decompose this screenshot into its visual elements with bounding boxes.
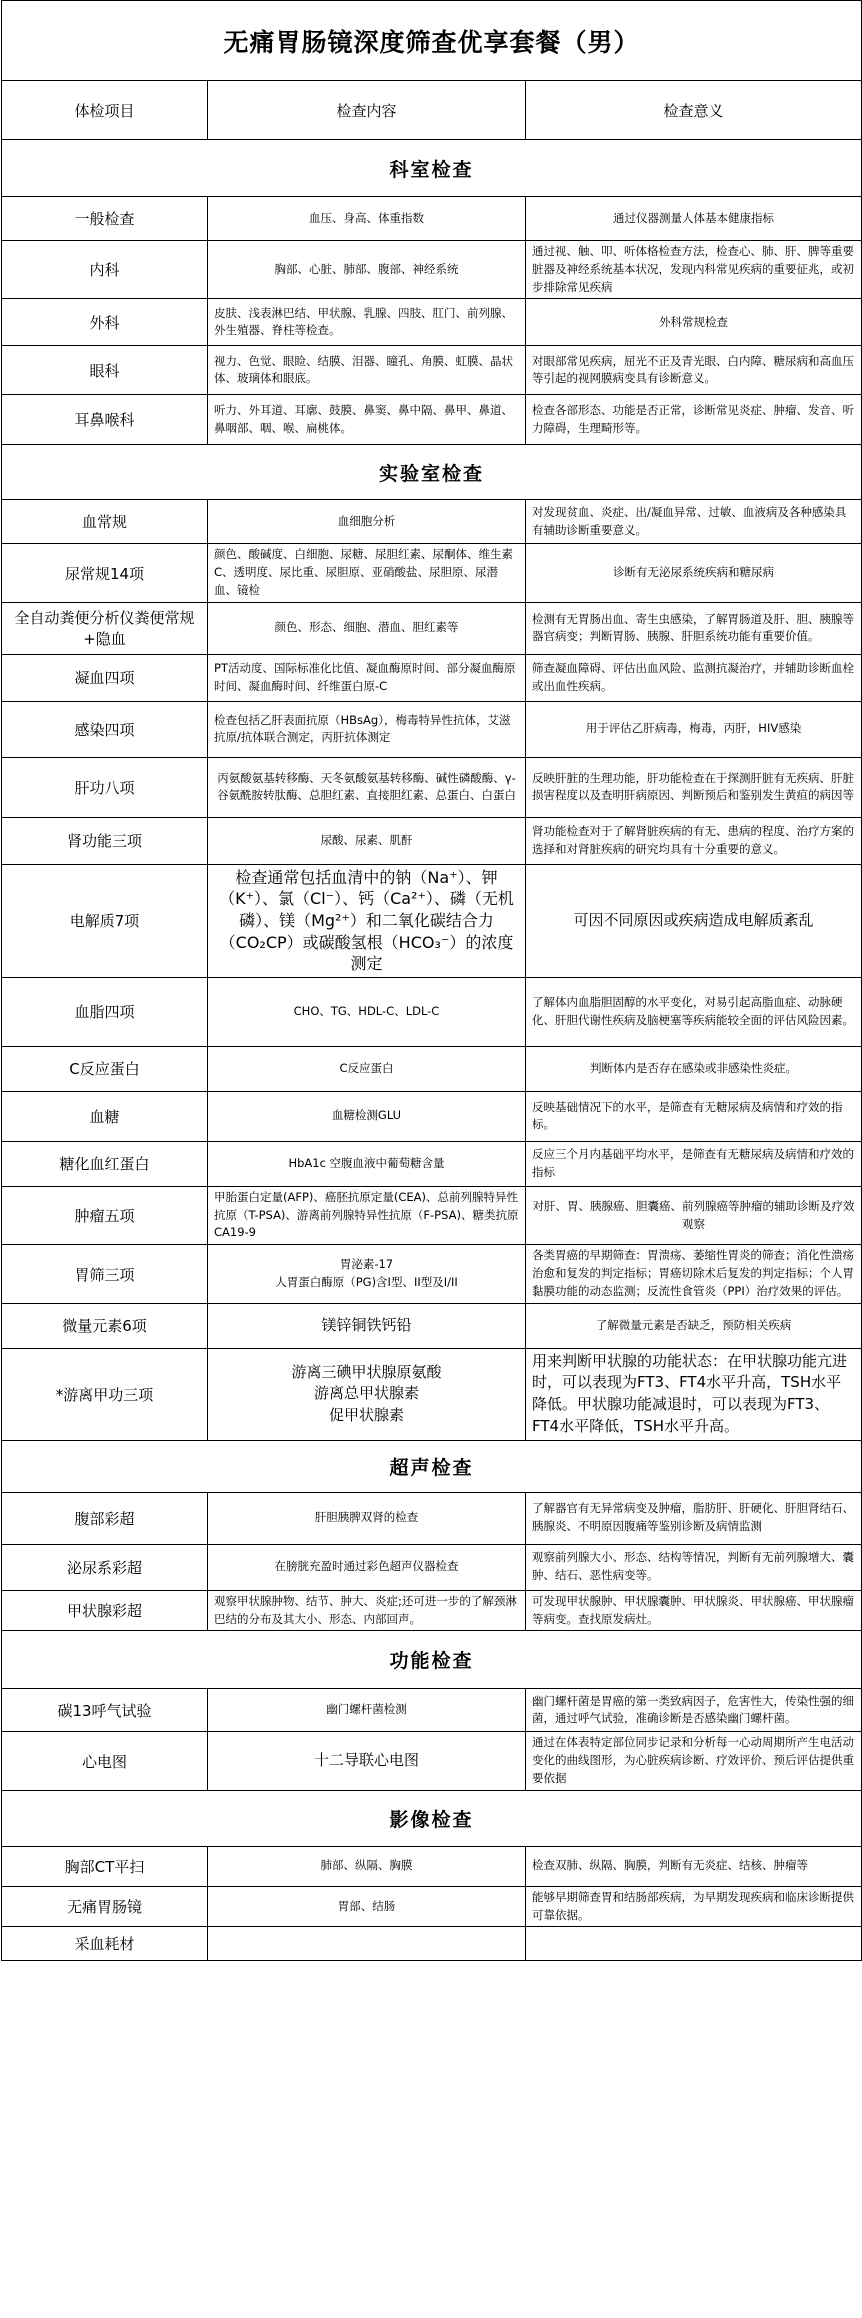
section-header-row bbox=[2, 140, 862, 197]
exam-meaning: 了解微量元素是否缺乏，预防相关疾病 bbox=[526, 1303, 862, 1348]
exam-meaning: 检测有无胃肠出血、寄生虫感染，了解胃肠道及肝、胆、胰腺等器官病变；判断胃肠、胰腺、肝胆系统功能有重要价值。 bbox=[526, 602, 862, 654]
exam-meaning: 反应三个月内基础平均水平，是筛查有无糖尿病及病情和疗效的指标 bbox=[526, 1141, 862, 1186]
exam-item: 电解质7项 bbox=[2, 864, 208, 977]
exam-item: 凝血四项 bbox=[2, 654, 208, 701]
exam-item: 采血耗材 bbox=[2, 1927, 208, 1961]
exam-meaning: 反映肝脏的生理功能，肝功能检查在于探测肝脏有无疾病、肝脏损害程度以及查明肝病原因、判断预后和鉴别发生黄疸的病因等 bbox=[526, 757, 862, 817]
exam-content: 在膀胱充盈时通过彩色超声仪器检查 bbox=[208, 1544, 526, 1590]
exam-item: 肝功八项 bbox=[2, 757, 208, 817]
table-row bbox=[2, 544, 862, 602]
exam-meaning: 筛查凝血障碍、评估出血风险、监测抗凝治疗，并辅助诊断血栓或出血性疾病。 bbox=[526, 654, 862, 701]
exam-content: CHO、TG、HDL-C、LDL-C bbox=[208, 977, 526, 1046]
exam-item: 微量元素6项 bbox=[2, 1303, 208, 1348]
exam-meaning: 能够早期筛查胃和结肠部疾病，为早期发现疾病和临床诊断提供可靠依据。 bbox=[526, 1886, 862, 1927]
exam-item: 眼科 bbox=[2, 346, 208, 395]
exam-content: 肺部、纵隔、胸膜 bbox=[208, 1846, 526, 1886]
exam-meaning: 了解器官有无异常病变及肿瘤，脂肪肝、肝硬化、肝胆肾结石、胰腺炎、不明原因腹痛等鉴别诊断及病情监测 bbox=[526, 1492, 862, 1544]
section-title: 实验室检查 bbox=[2, 445, 862, 500]
exam-meaning: 通过视、触、叩、听体格检查方法，检查心、肺、肝、脾等重要脏器及神经系统基本状况，发现内科常见疾病的重要征兆，或初步排除常见疾病 bbox=[526, 241, 862, 299]
exam-meaning: 各类胃癌的早期筛查：胃溃疡、萎缩性胃炎的筛查；消化性溃疡治愈和复发的判定指标；胃癌切除术后复发的判定指标；个人胃黏膜功能的动态监测；反流性食管炎（PPI）治疗效果的评估。 bbox=[526, 1245, 862, 1303]
exam-meaning: 对肝、胃、胰腺癌、胆囊癌、前列腺癌等肿瘤的辅助诊断及疗效观察 bbox=[526, 1186, 862, 1244]
exam-content: 游离三碘甲状腺原氨酸 游离总甲状腺素 促甲状腺素 bbox=[208, 1348, 526, 1440]
table-row bbox=[2, 1886, 862, 1927]
exam-meaning: 肾功能检查对于了解肾脏疾病的有无、患病的程度、治疗方案的选择和对肾脏疾病的研究均具有十分重要的意义。 bbox=[526, 817, 862, 864]
table-row bbox=[2, 1046, 862, 1091]
table-row bbox=[2, 346, 862, 395]
table-row bbox=[2, 1091, 862, 1141]
exam-item: 尿常规14项 bbox=[2, 544, 208, 602]
checkup-package-sheet bbox=[1, 0, 861, 1961]
table-row bbox=[2, 701, 862, 757]
table-row bbox=[2, 1927, 862, 1961]
table-row bbox=[2, 1590, 862, 1631]
exam-content-line: 人胃蛋白酶原（PG)含I型、II型及I/II bbox=[275, 1275, 458, 1289]
table-row bbox=[2, 977, 862, 1046]
exam-item: 肾功能三项 bbox=[2, 817, 208, 864]
exam-content: C反应蛋白 bbox=[208, 1046, 526, 1091]
exam-content: 镁锌铜铁钙铅 bbox=[208, 1303, 526, 1348]
exam-item: 无痛胃肠镜 bbox=[2, 1886, 208, 1927]
table-row bbox=[2, 654, 862, 701]
exam-content: 血糖检测GLU bbox=[208, 1091, 526, 1141]
exam-content: 皮肤、浅表淋巴结、甲状腺、乳腺、四肢、肛门、前列腺、外生殖器、脊柱等检查。 bbox=[208, 299, 526, 346]
section-header-row bbox=[2, 1631, 862, 1689]
exam-meaning: 对眼部常见疾病，屈光不正及青光眼、白内障、糖尿病和高血压等引起的视网膜病变具有诊断意义。 bbox=[526, 346, 862, 395]
exam-content: 颜色、形态、细胞、潜血、胆红素等 bbox=[208, 602, 526, 654]
exam-meaning: 反映基础情况下的水平，是筛查有无糖尿病及病情和疗效的指标。 bbox=[526, 1091, 862, 1141]
exam-content: HbA1c 空腹血液中葡萄糖含量 bbox=[208, 1141, 526, 1186]
exam-content bbox=[208, 1927, 526, 1961]
exam-content: 肝胆胰脾双肾的检查 bbox=[208, 1492, 526, 1544]
column-header-content: 检查内容 bbox=[208, 81, 526, 140]
section-header-row bbox=[2, 445, 862, 500]
exam-content-line: 胃泌素-17 bbox=[339, 1257, 394, 1272]
table-row bbox=[2, 197, 862, 241]
exam-meaning: 可发现甲状腺肿、甲状腺囊肿、甲状腺炎、甲状腺癌、甲状腺瘤等病变。查找原发病灶。 bbox=[526, 1590, 862, 1631]
exam-meaning: 通过仪器测量人体基本健康指标 bbox=[526, 197, 862, 241]
exam-meaning: 用于评估乙肝病毒，梅毒，丙肝，HIV感染 bbox=[526, 701, 862, 757]
table-row bbox=[2, 1544, 862, 1590]
exam-content: 视力、色觉、眼睑、结膜、泪器、瞳孔、角膜、虹膜、晶状体、玻璃体和眼底。 bbox=[208, 346, 526, 395]
package-table bbox=[1, 0, 862, 1961]
page-title: 无痛胃肠镜深度筛查优享套餐（男） bbox=[2, 1, 862, 81]
exam-item: 胸部CT平扫 bbox=[2, 1846, 208, 1886]
exam-item: *游离甲功三项 bbox=[2, 1348, 208, 1440]
exam-item: 外科 bbox=[2, 299, 208, 346]
exam-content: 检查包括乙肝表面抗原（HBsAg），梅毒特异性抗体，艾滋抗原/抗体联合测定，丙肝抗体测定 bbox=[208, 701, 526, 757]
table-row bbox=[2, 1492, 862, 1544]
exam-item: 血糖 bbox=[2, 1091, 208, 1141]
exam-content: 胸部、心脏、肺部、腹部、神经系统 bbox=[208, 241, 526, 299]
exam-item: 甲状腺彩超 bbox=[2, 1590, 208, 1631]
exam-item: 内科 bbox=[2, 241, 208, 299]
section-header-row bbox=[2, 1790, 862, 1846]
exam-meaning: 幽门螺杆菌是胃癌的第一类致病因子，危害性大，传染性强的细菌，通过呼气试验，准确诊断是否感染幽门螺杆菌。 bbox=[526, 1689, 862, 1732]
exam-item: 泌尿系彩超 bbox=[2, 1544, 208, 1590]
table-row bbox=[2, 1689, 862, 1732]
exam-content: 尿酸、尿素、肌酐 bbox=[208, 817, 526, 864]
table-row bbox=[2, 817, 862, 864]
exam-meaning bbox=[526, 1927, 862, 1961]
table-row bbox=[2, 241, 862, 299]
exam-item: 肿瘤五项 bbox=[2, 1186, 208, 1244]
exam-content: 十二导联心电图 bbox=[208, 1732, 526, 1790]
exam-meaning: 对发现贫血、炎症、出/凝血异常、过敏、血液病及各种感染具有辅助诊断重要意义。 bbox=[526, 500, 862, 544]
section-title: 影像检查 bbox=[2, 1790, 862, 1846]
exam-content: PT活动度、国际标准化比值、凝血酶原时间、部分凝血酶原时间、凝血酶时间、纤维蛋白原-C bbox=[208, 654, 526, 701]
table-row bbox=[2, 864, 862, 977]
table-row bbox=[2, 1303, 862, 1348]
exam-meaning: 外科常规检查 bbox=[526, 299, 862, 346]
table-row bbox=[2, 1846, 862, 1886]
exam-content: 颜色、酸碱度、白细胞、尿糖、尿胆红素、尿酮体、维生素C、透明度、尿比重、尿胆原、亚硝酸盐、尿胆原、尿潜血、镜检 bbox=[208, 544, 526, 602]
exam-meaning: 判断体内是否存在感染或非感染性炎症。 bbox=[526, 1046, 862, 1091]
exam-item: 碳13呼气试验 bbox=[2, 1689, 208, 1732]
exam-meaning: 可因不同原因或疾病造成电解质紊乱 bbox=[526, 864, 862, 977]
table-row bbox=[2, 757, 862, 817]
section-header-row bbox=[2, 1440, 862, 1492]
exam-item: 血常规 bbox=[2, 500, 208, 544]
exam-meaning: 诊断有无泌尿系统疾病和糖尿病 bbox=[526, 544, 862, 602]
exam-item: 血脂四项 bbox=[2, 977, 208, 1046]
exam-item: 胃筛三项 bbox=[2, 1245, 208, 1303]
exam-content: 胃部、结肠 bbox=[208, 1886, 526, 1927]
exam-item: 耳鼻喉科 bbox=[2, 395, 208, 445]
exam-item: 感染四项 bbox=[2, 701, 208, 757]
title-row bbox=[2, 1, 862, 81]
exam-content: 血压、身高、体重指数 bbox=[208, 197, 526, 241]
table-row bbox=[2, 299, 862, 346]
table-row bbox=[2, 1348, 862, 1440]
exam-content: 检查通常包括血清中的钠（Na⁺）、钾（K⁺）、氯（Cl⁻）、钙（Ca²⁺）、磷（无机磷）、镁（Mg²⁺）和二氧化碳结合力（CO₂CP）或碳酸氢根（HCO₃⁻）的浓度测定 bbox=[208, 864, 526, 977]
exam-meaning: 用来判断甲状腺的功能状态：在甲状腺功能亢进时，可以表现为FT3、FT4水平升高，TSH水平降低。甲状腺功能减退时，可以表现为FT3、FT4水平降低，TSH水平升高。 bbox=[526, 1348, 862, 1440]
exam-meaning: 观察前列腺大小、形态、结构等情况，判断有无前列腺增大、囊肿、结石、恶性病变等。 bbox=[526, 1544, 862, 1590]
exam-item: C反应蛋白 bbox=[2, 1046, 208, 1091]
table-row bbox=[2, 1245, 862, 1303]
exam-meaning: 检查各部形态、功能是否正常，诊断常见炎症、肿瘤、发音、听力障碍，生理畸形等。 bbox=[526, 395, 862, 445]
exam-item: 一般检查 bbox=[2, 197, 208, 241]
table-row bbox=[2, 1141, 862, 1186]
table-row bbox=[2, 602, 862, 654]
exam-content: 血细胞分析 bbox=[208, 500, 526, 544]
section-title: 超声检查 bbox=[2, 1440, 862, 1492]
exam-item: 心电图 bbox=[2, 1732, 208, 1790]
column-header-meaning: 检查意义 bbox=[526, 81, 862, 140]
table-row bbox=[2, 1186, 862, 1244]
exam-meaning: 检查双肺、纵隔、胸膜，判断有无炎症、结核、肿瘤等 bbox=[526, 1846, 862, 1886]
table-row bbox=[2, 1732, 862, 1790]
table-row bbox=[2, 500, 862, 544]
exam-content: 幽门螺杆菌检测 bbox=[208, 1689, 526, 1732]
section-title: 科室检查 bbox=[2, 140, 862, 197]
exam-item: 腹部彩超 bbox=[2, 1492, 208, 1544]
exam-content bbox=[208, 1245, 526, 1303]
column-header-item: 体检项目 bbox=[2, 81, 208, 140]
exam-content: 观察甲状腺肿物、结节、肿大、炎症;还可进一步的了解颈淋巴结的分布及其大小、形态、内部回声。 bbox=[208, 1590, 526, 1631]
exam-meaning: 了解体内血脂胆固醇的水平变化，对易引起高脂血症、动脉硬化、肝胆代谢性疾病及脑梗塞等疾病能较全面的评估风险因素。 bbox=[526, 977, 862, 1046]
exam-content: 丙氨酸氨基转移酶、天冬氨酸氨基转移酶、碱性磷酸酶、γ-谷氨酰胺转肽酶、总胆红素、直接胆红素、总蛋白、白蛋白 bbox=[208, 757, 526, 817]
exam-content: 甲胎蛋白定量(AFP)、癌胚抗原定量(CEA)、总前列腺特异性抗原（T-PSA)、游离前列腺特异性抗原（F-PSA)、糖类抗原CA19-9 bbox=[208, 1186, 526, 1244]
exam-item: 糖化血红蛋白 bbox=[2, 1141, 208, 1186]
exam-content: 听力、外耳道、耳廓、鼓膜、鼻窦、鼻中隔、鼻甲、鼻道、鼻咽部、咽、喉、扁桃体。 bbox=[208, 395, 526, 445]
exam-meaning: 通过在体表特定部位同步记录和分析每一心动周期所产生电活动变化的曲线图形，为心脏疾病诊断、疗效评价、预后评估提供重要依据 bbox=[526, 1732, 862, 1790]
table-row bbox=[2, 395, 862, 445]
section-title: 功能检查 bbox=[2, 1631, 862, 1689]
header-row bbox=[2, 81, 862, 140]
exam-item: 全自动粪便分析仪粪便常规+隐血 bbox=[2, 602, 208, 654]
